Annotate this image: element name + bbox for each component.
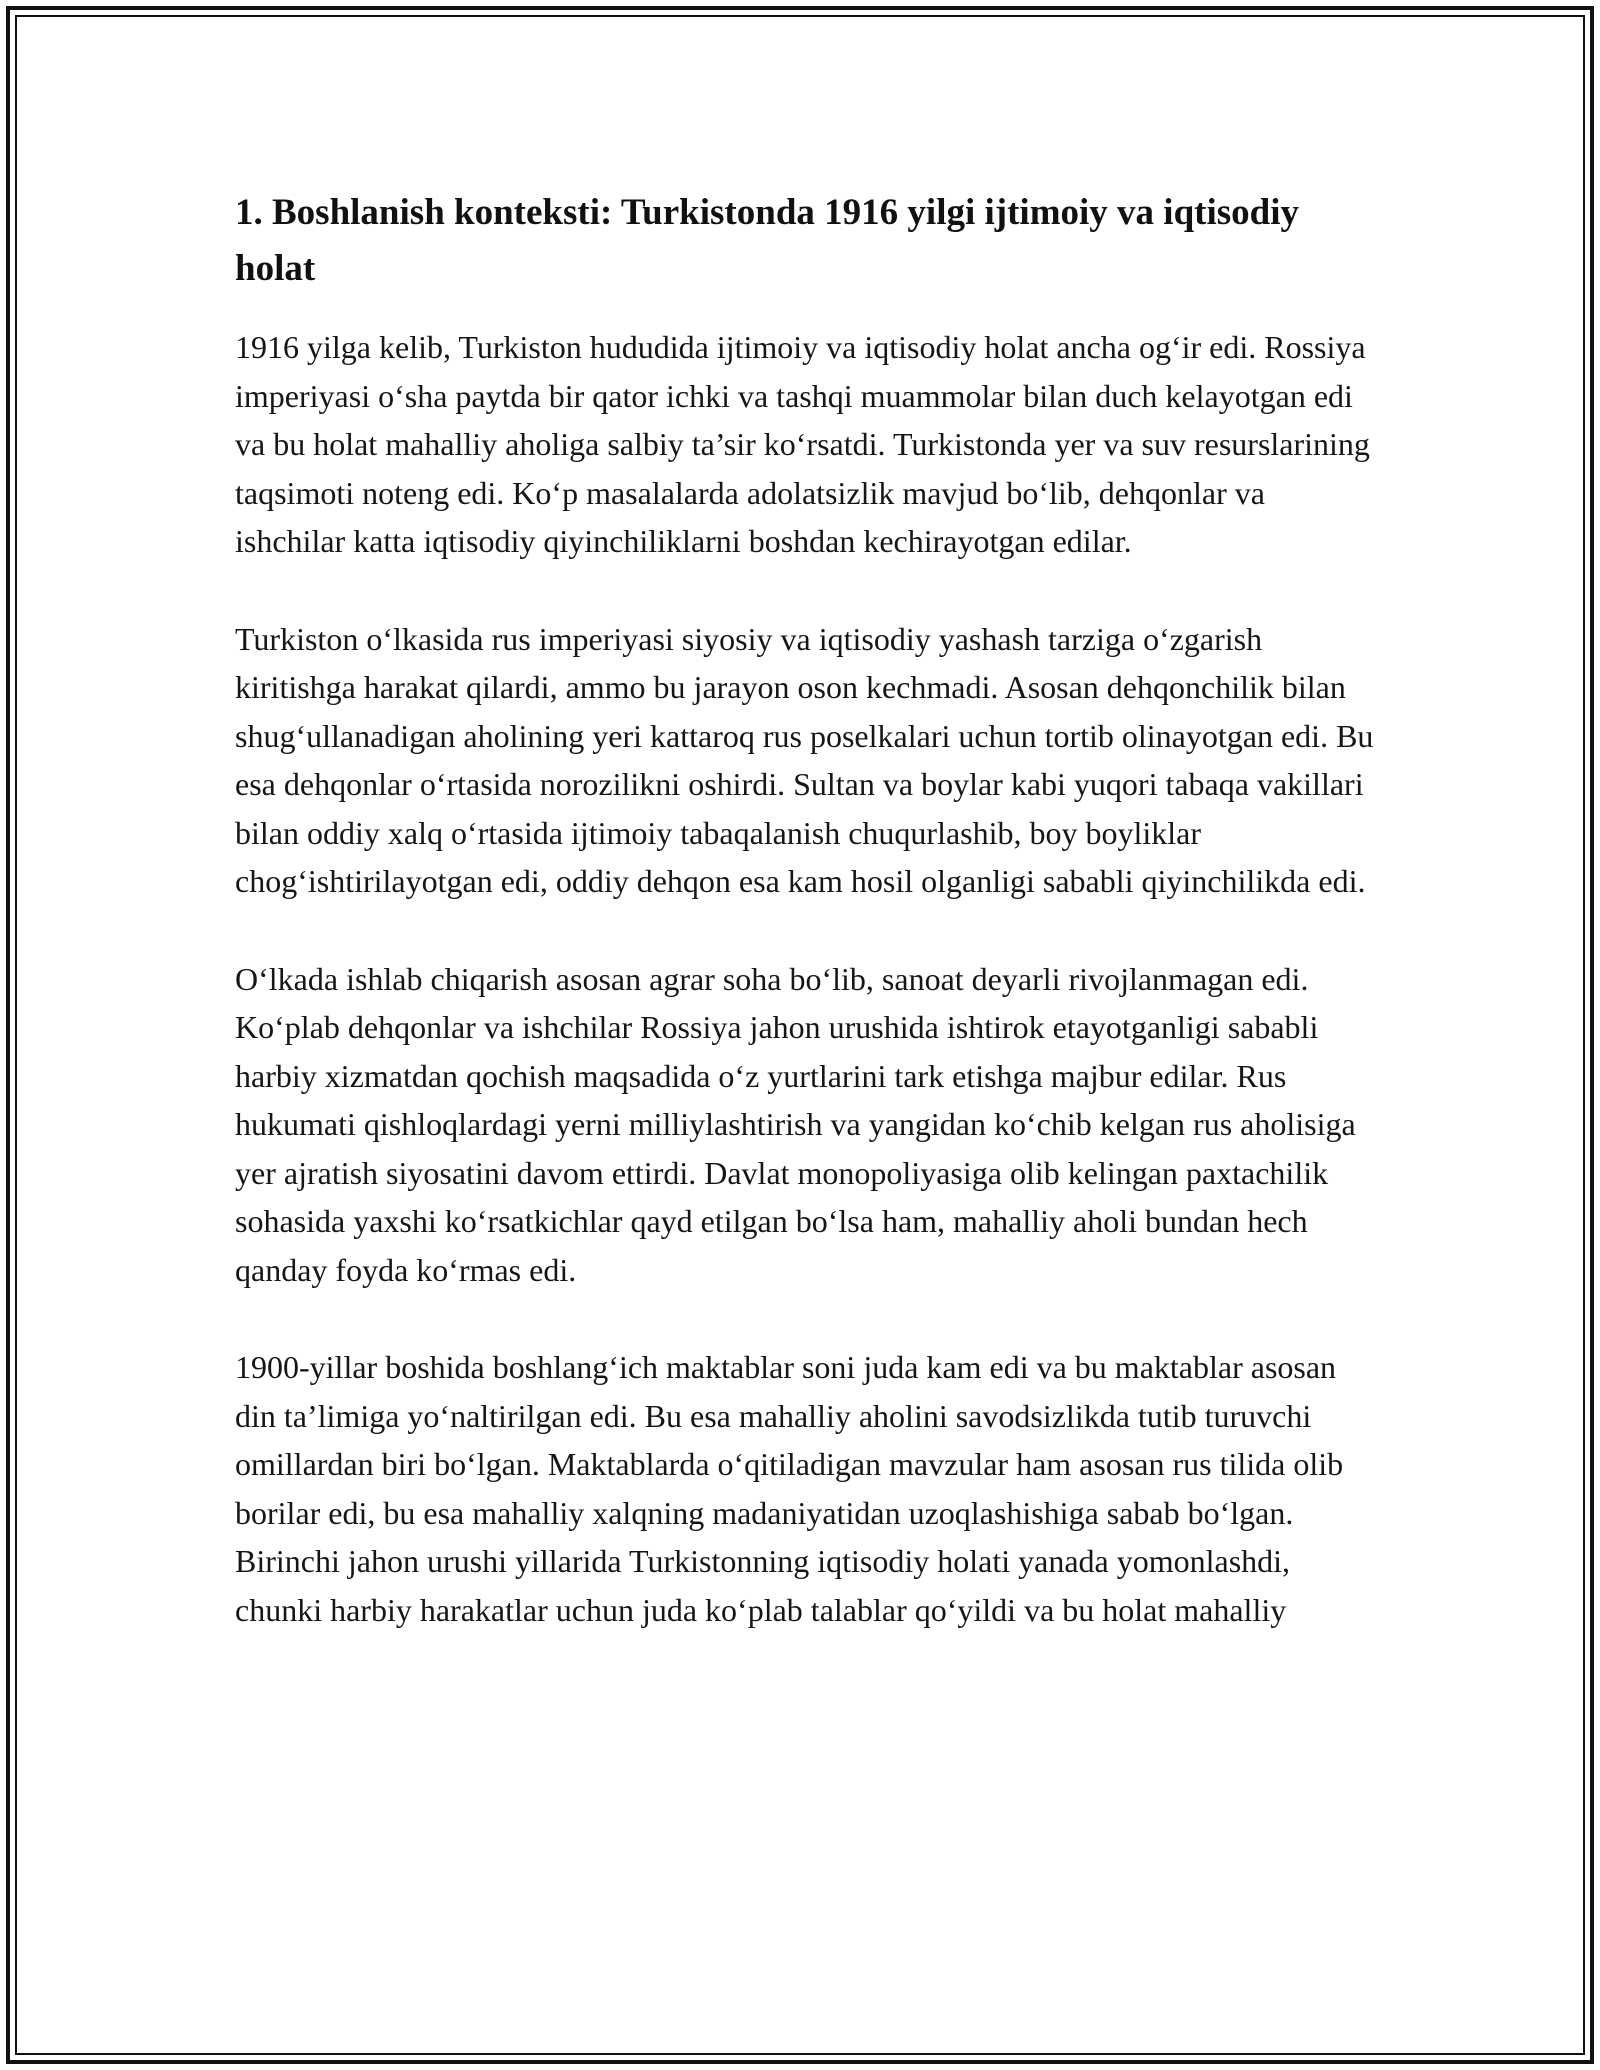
section-heading: 1. Boshlanish konteksti: Turkistonda 1916 yilgi ijtimoiy va iqtisodiy holat — [235, 192, 1300, 289]
paragraph-4: 1900-yillar boshida boshlang‘ich maktablar soni juda kam edi va bu maktablar asosan din ta’limiga yo‘naltirilgan edi. Bu esa mahalliy aholini savodsizlikda tutib turuvchi omillardan biri bo‘lgan. Maktablarda o‘qitiladigan mavzular ham asosan rus tilida olib borilar edi, bu esa mahalliy xalqning madaniyatidan uzoqlashishiga sabab bo‘lgan. Birinchi jahon urushi yillarida Turkistonning iqtisodiy holati yanada yomonlashdi, chunki harbiy harakatlar uchun juda ko‘plab talablar qo‘yildi va bu holat mahalliy — [235, 1349, 1344, 1628]
document-body — [235, 185, 1375, 1683]
paragraph-3: O‘lkada ishlab chiqarish asosan agrar soha bo‘lib, sanoat deyarli rivojlanmagan edi. Ko‘plab dehqonlar va ishchilar Rossiya jahon urushida ishtirok etayotganligi sababli harbiy xizmatdan qochish maqsadida o‘z yurtlarini tark etishga majbur edilar. Rus hukumati qishloqlardagi yerni milliylashtirish va yangidan ko‘chib kelgan rus aholisiga yer ajratish siyosatini davom ettirdi. Davlat monopoliyasiga olib kelingan paxtachilik sohasida yaxshi ko‘rsatkichlar qayd etilgan bo‘lsa ham, mahalliy aholi bundan hech qanday foyda ko‘rmas edi. — [235, 960, 1356, 1288]
paragraph-1: 1916 yilga kelib, Turkiston hududida ijtimoiy va iqtisodiy holat ancha og‘ir edi. Rossiya imperiyasi o‘sha paytda bir qator ichki va tashqi muammolar bilan duch kelayotgan edi va bu holat mahalliy aholiga salbiy ta’sir ko‘rsatdi. Turkistonda yer va suv resurslarining taqsimoti noteng edi. Ko‘p masalalarda adolatsizlik mavjud bo‘lib, dehqonlar va ishchilar katta iqtisodiy qiyinchiliklarni boshdan kechirayotgan edilar. — [235, 329, 1370, 559]
paragraph-2: Turkiston o‘lkasida rus imperiyasi siyosiy va iqtisodiy yashash tarziga o‘zgarish kiritishga harakat qilardi, ammo bu jarayon oson kechmadi. Asosan dehqonchilik bilan shug‘ullanadigan aholining yeri kattaroq rus poselkalari uchun tortib olinayotgan edi. Bu esa dehqonlar o‘rtasida norozilikni oshirdi. Sultan va boylar kabi yuqori tabaqa vakillari bilan oddiy xalq o‘rtasida ijtimoiy tabaqalanish chuqurlashib, boy boyliklar chog‘ishtirilayotgan edi, oddiy dehqon esa kam hosil olganligi sababli qiyinchilikda edi. — [235, 620, 1374, 899]
